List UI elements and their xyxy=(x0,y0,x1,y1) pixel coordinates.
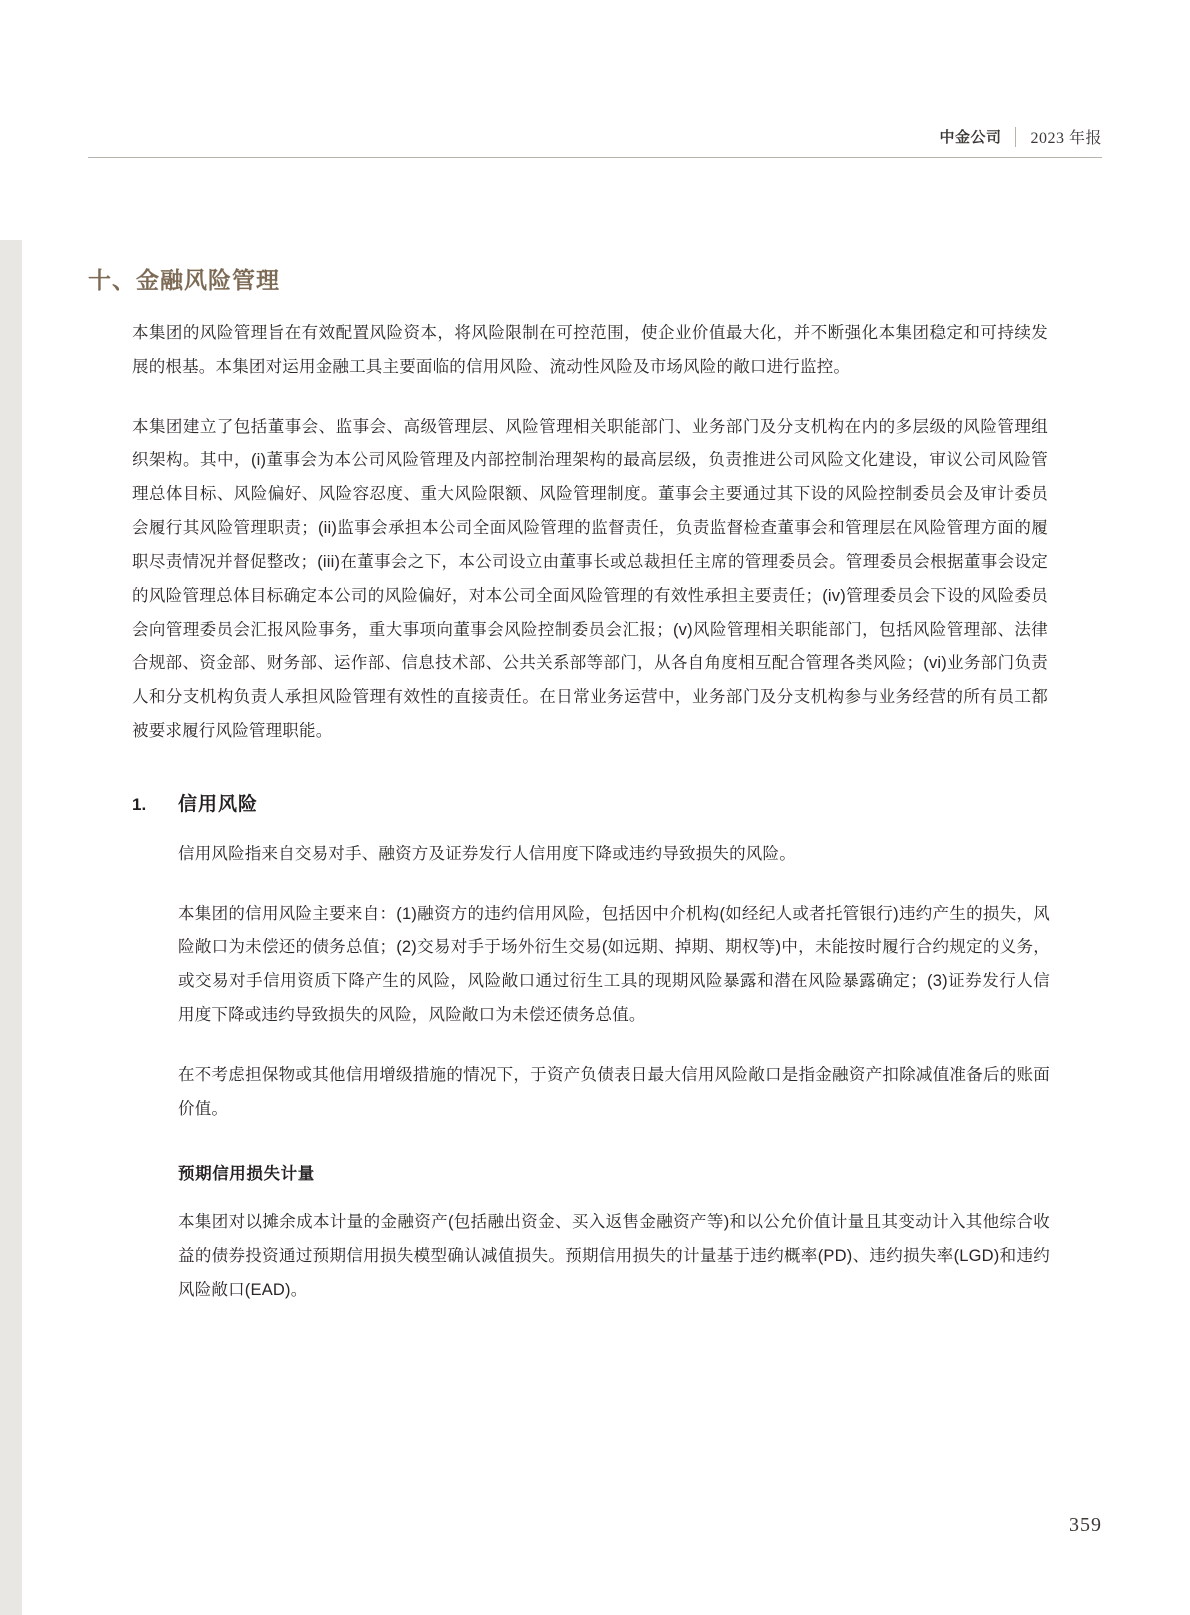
page-header xyxy=(88,100,1102,158)
header-company-name: 中金公司 xyxy=(939,129,1002,146)
subsection-paragraph-3: 在不考虑担保物或其他信用增级措施的情况下，于资产负债表日最大信用风险敞口是指金融资产扣除减值准备后的账面价值。 xyxy=(178,1065,1050,1118)
subsection-paragraph-1: 信用风险指来自交易对手、融资方及证券发行人信用度下降或违约导致损失的风险。 xyxy=(178,844,796,863)
section-paragraph-2: 本集团建立了包括董事会、监事会、高级管理层、风险管理相关职能部门、业务部门及分支机构在内的多层级的风险管理组织架构。其中，(i)董事会为本公司风险管理及内部控制治理架构的最高层级，负责推进公司风险文化建设，审议公司风险管理总体目标、风险偏好、风险容忍度、重大风险限额、风险管理制度。董事会主要通过其下设的风险控制委员会及审计委员会履行其风险管理职责；(ii)监事会承担本公司全面风险管理的监督责任，负责监督检查董事会和管理层在风险管理方面的履职尽责情况并督促整改；(iii)在董事会之下，本公司设立由董事长或总裁担任主席的管理委员会。管理委员会根据董事会设定的风险管理总体目标确定本公司的风险偏好，对本公司全面风险管理的有效性承担主要责任；(iv)管理委员会下设的风险委员会向管理委员会汇报风险事务，重大事项向董事会风险控制委员会汇报；(v)风险管理相关职能部门，包括风险管理部、法律合规部、资金部、财务部、运作部、信息技术部、公共关系部等部门，从各自角度相互配合管理各类风险；(vi)业务部门负责人和分支机构负责人承担风险管理有效性的直接责任。在日常业务运营中，业务部门及分支机构参与业务经营的所有员工都被要求履行风险管理职能。 xyxy=(132,417,1048,740)
subsection-credit-risk-heading xyxy=(132,789,1048,816)
subsection-number: 1. xyxy=(132,794,147,814)
subsection-heading-paragraph-1: 本集团对以摊余成本计量的金融资产(包括融出资金、买入返售金融资产等)和以公允价值计量且其变动计入其他综合收益的债券投资通过预期信用损失模型确认减值损失。预期信用损失的计量基于违约概率(PD)、违约损失率(LGD)和违约风险敞口(EAD)。 xyxy=(178,1213,1050,1300)
subsection-paragraph-2: 本集团的信用风险主要来自：(1)融资方的违约信用风险，包括因中介机构(如经纪人或者托管银行)违约产生的损失，风险敞口为未偿还的债务总值；(2)交易对手于场外衍生交易(如远期、掉期、期权等)中，未能按时履行合约规定的义务，或交易对手信用资质下降产生的风险，风险敞口通过衍生工具的现期风险暴露和潜在风险暴露确定；(3)证券发行人信用度下降或违约导致损失的风险，风险敞口为未偿还债务总值。 xyxy=(178,904,1050,1024)
page-content xyxy=(88,262,1048,1308)
header-running-title xyxy=(939,125,1102,148)
page-number: 359 xyxy=(1069,1514,1102,1536)
subsection-sub-heading: 预期信用损失计量 xyxy=(178,1165,315,1184)
header-rule xyxy=(88,157,1102,158)
section-paragraph-1: 本集团的风险管理旨在有效配置风险资本，将风险限制在可控范围，使企业价值最大化，并不断强化本集团稳定和可持续发展的根基。本集团对运用金融工具主要面临的信用风险、流动性风险及市场风险的敞口进行监控。 xyxy=(132,324,1048,376)
section-title: 十、金融风险管理 xyxy=(88,267,280,293)
header-report-year: 2023 年报 xyxy=(1030,130,1102,147)
left-margin-band xyxy=(0,240,22,1615)
subsection-title: 信用风险 xyxy=(178,793,259,815)
